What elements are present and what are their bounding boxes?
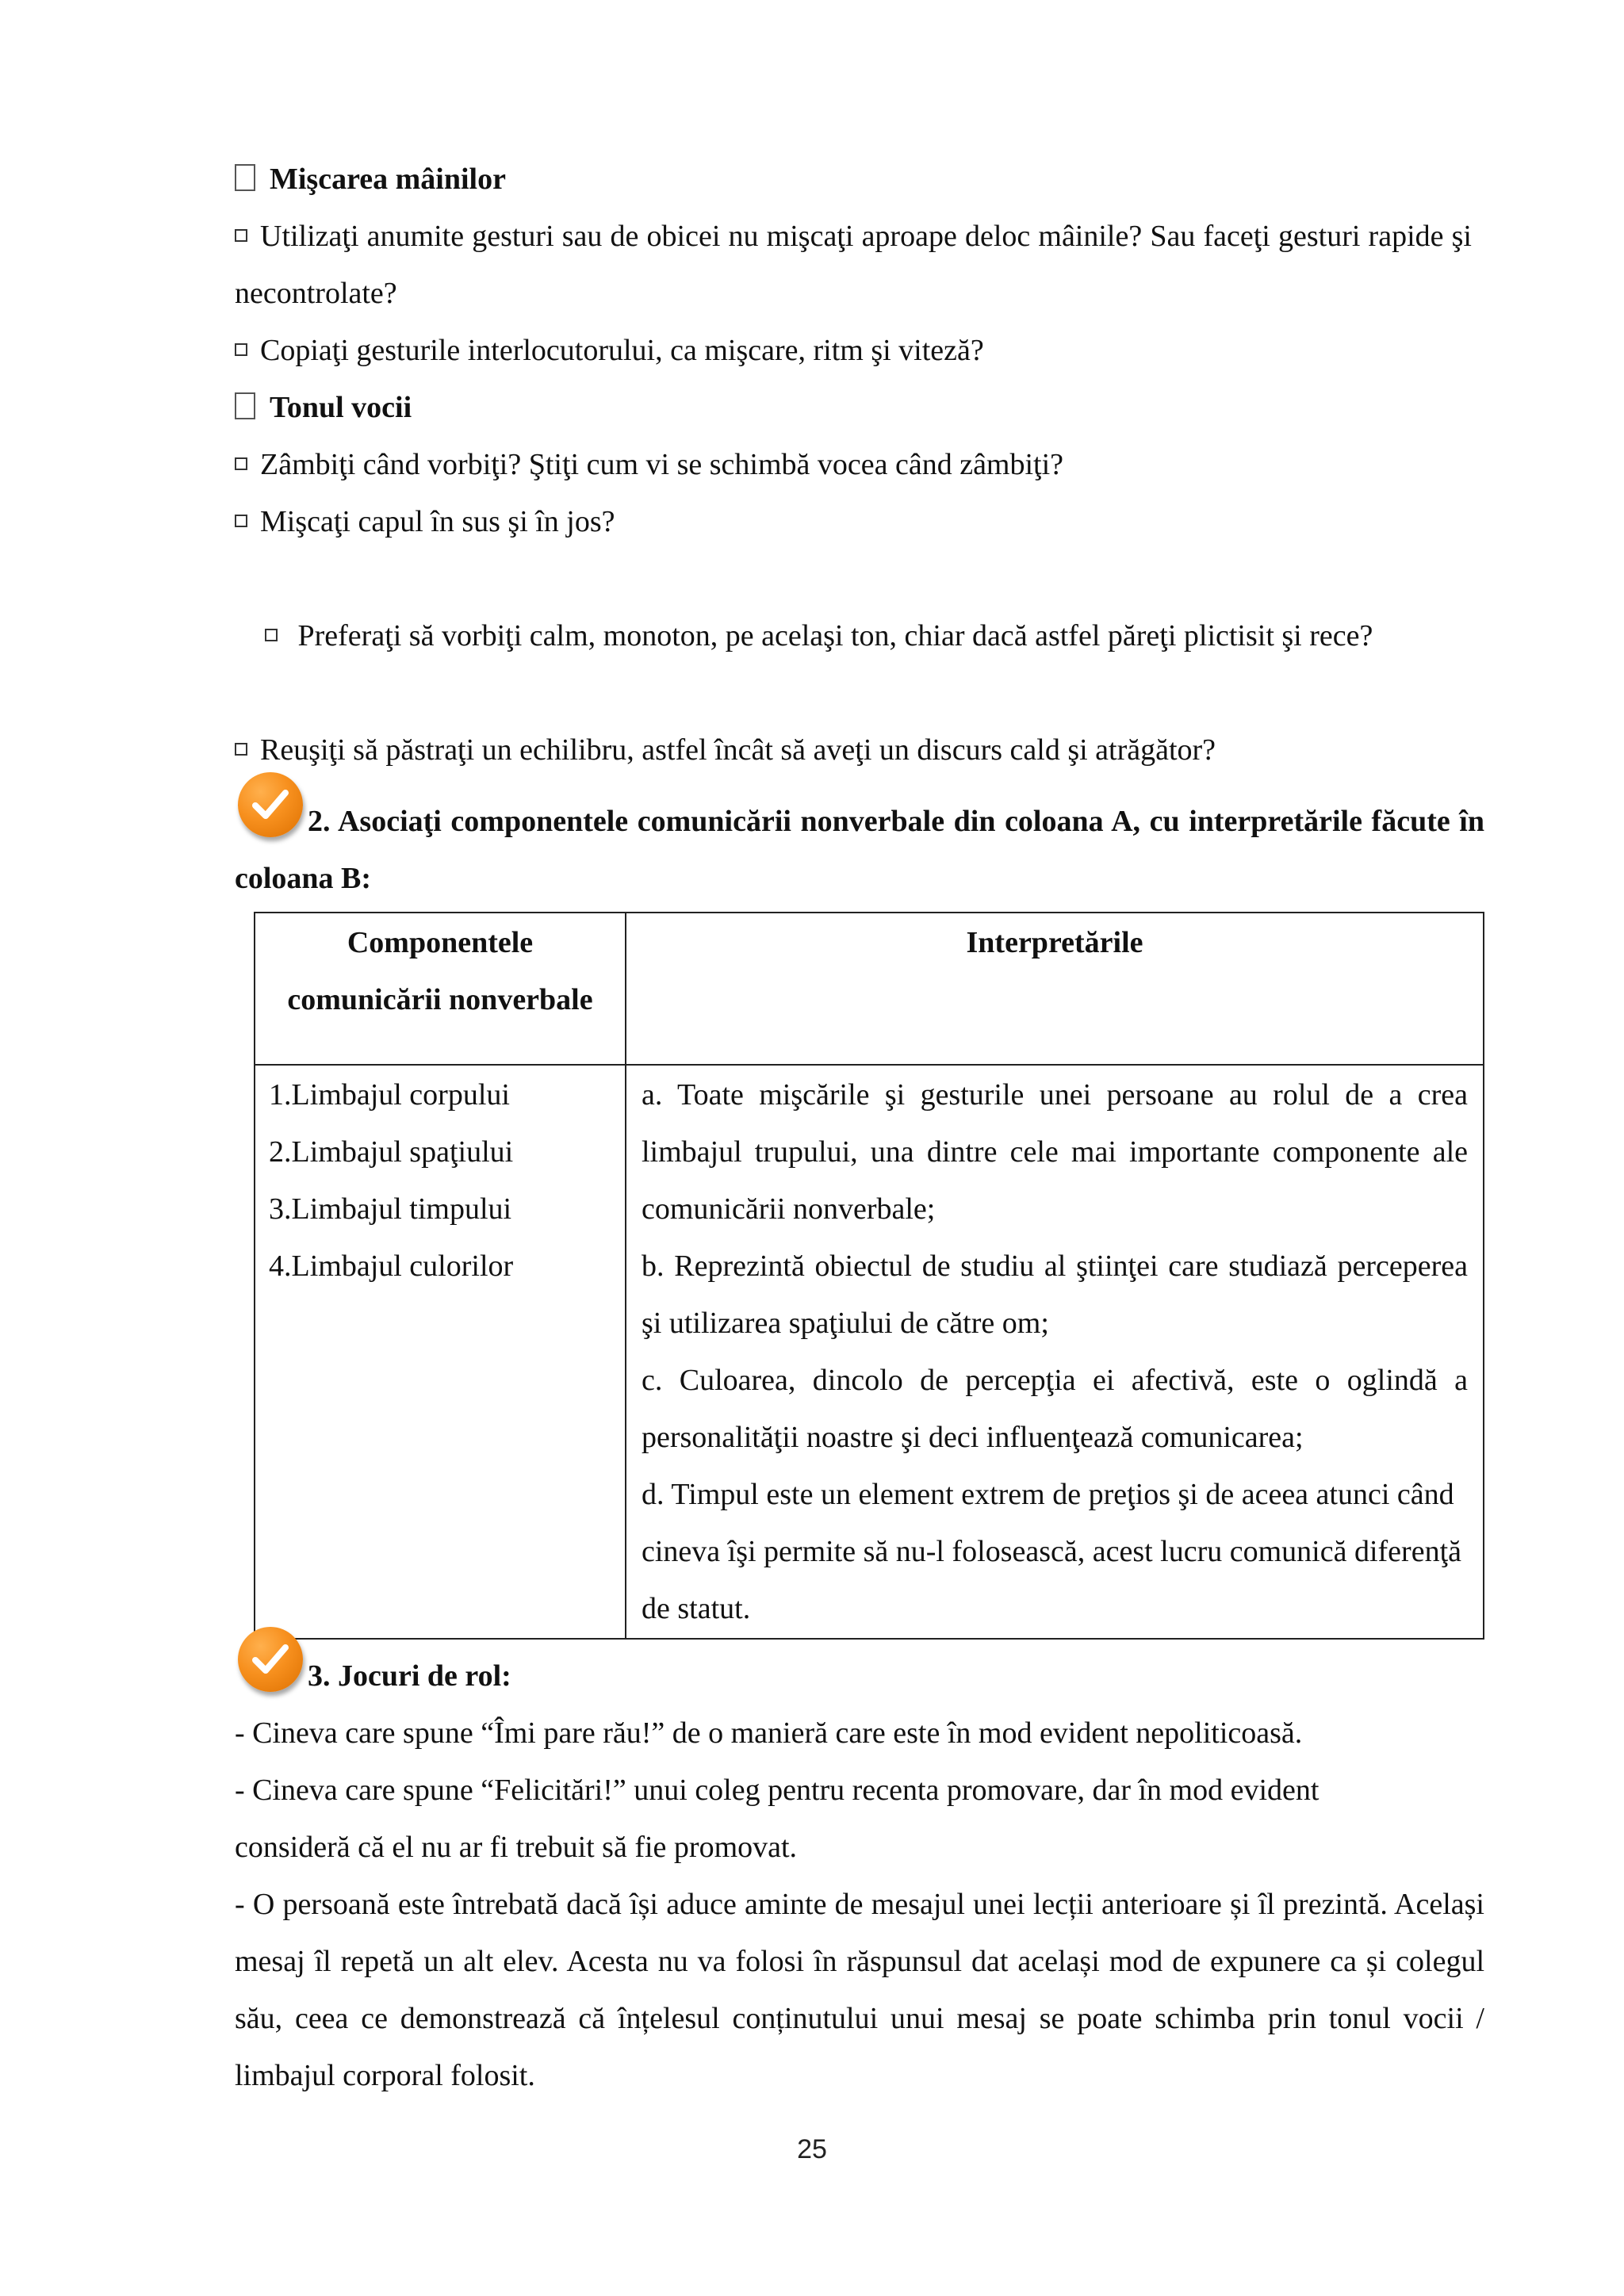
exercise-2-title: 2. Asociaţi componentele comunicării nonverbale din coloana A, cu interpretările făcute în coloana B: — [235, 805, 1484, 895]
table-row — [255, 1065, 1484, 1639]
components-cell — [255, 1065, 626, 1639]
list-item: c. Culoarea, dincolo de percepţia ei afectivă, este o oglindă a personalităţii noastre şi deci influenţează comunicarea; — [642, 1364, 1468, 1454]
bullet-item — [235, 208, 1472, 322]
column-b-header — [626, 913, 1484, 1065]
exercise-2-heading — [235, 793, 1484, 907]
interpretations-cell — [626, 1065, 1484, 1639]
association-table — [254, 912, 1484, 1640]
column-b-header-text: Interpretările — [966, 926, 1143, 959]
column-a-header — [255, 913, 626, 1065]
table-header-row — [255, 913, 1484, 1065]
bullet-text: Zâmbiţi când vorbiţi? Ştiţi cum vi se schimbă vocea când zâmbiţi? — [260, 448, 1064, 481]
small-square-bullet-icon — [235, 229, 247, 242]
bullet-text: Preferaţi să vorbiţi calm, monoton, pe acelaşi ton, chiar dacă astfel păreţi plictisit şi rece? — [290, 619, 1373, 652]
bullet-item — [235, 322, 1484, 379]
section-hands-title: Mişcarea mâinilor — [270, 163, 506, 196]
bullet-text: Reuşiţi să păstraţi un echilibru, astfel încât să aveţi un discurs cald şi atrăgător? — [260, 733, 1216, 767]
small-square-bullet-icon — [235, 743, 247, 756]
section-voice-title: Tonul vocii — [270, 391, 412, 424]
exercise-3-heading — [235, 1647, 1484, 1705]
empty-box-icon — [235, 164, 255, 191]
column-a-header-line-1: Componentele — [347, 926, 534, 959]
page-content — [235, 151, 1484, 2104]
roleplay-item: - Cineva care spune “Felicitări!” unui coleg pentru recenta promovare, dar în mod evident consideră că el nu ar fi trebuit să fie promovat. — [235, 1774, 1320, 1864]
bullet-text: Copiaţi gesturile interlocutorului, ca mişcare, ritm şi viteză? — [260, 334, 984, 367]
bullet-item — [235, 493, 1484, 550]
empty-box-icon — [235, 392, 255, 419]
list-item: 3.Limbajul timpului — [269, 1192, 512, 1226]
small-square-bullet-icon — [265, 629, 278, 641]
roleplay-item: - Cineva care spune “Îmi pare rău!” de o manieră care este în mod evident nepoliticoasă. — [235, 1716, 1303, 1750]
bullet-item — [235, 721, 1484, 779]
column-a-header-line-2: comunicării nonverbale — [287, 983, 593, 1016]
roleplay-item: - O persoană este întrebată dacă își aduce aminte de mesajul unei lecții anterioare și îl prezintă. Același mesaj îl repetă un alt elev. Acesta nu va folosi în răspunsul dat același mod de expunere ca și colegul său, ceea ce demonstrează că înțelesul conținutului unui mesaj se poate schimba prin tonul vocii / limbajul corporal folosit. — [235, 1888, 1484, 2092]
small-square-bullet-icon — [235, 457, 247, 470]
bullet-text: Mişcaţi capul în sus şi în jos? — [260, 505, 615, 538]
orange-checkmark-icon — [238, 1627, 303, 1692]
page-number: 25 — [797, 2134, 827, 2164]
bullet-item — [235, 550, 1484, 721]
bullet-item — [235, 436, 1484, 493]
list-item: 4.Limbajul culorilor — [269, 1249, 514, 1283]
bullet-text: Utilizaţi anumite gesturi sau de obicei nu mişcaţi aproape deloc mâinile? Sau faceţi gesturi rapide şi necontrolate? — [235, 220, 1472, 310]
list-item: 2.Limbajul spaţiului — [269, 1135, 514, 1169]
small-square-bullet-icon — [235, 515, 247, 527]
section-voice-heading — [235, 379, 1484, 436]
list-item: 1.Limbajul corpului — [269, 1078, 510, 1112]
orange-checkmark-icon — [238, 772, 303, 837]
exercise-3-title: 3. Jocuri de rol: — [308, 1659, 511, 1693]
section-hands-heading — [235, 151, 1484, 208]
list-item: a. Toate mişcările şi gesturile unei persoane au rolul de a crea limbajul trupului, una dintre cele mai importante componente ale comunicării nonverbale; — [642, 1078, 1468, 1226]
list-item: b. Reprezintă obiectul de studiu al ştiinţei care studiază perceperea şi utilizarea spaţiului de către om; — [642, 1249, 1468, 1340]
small-square-bullet-icon — [235, 343, 247, 356]
list-item: d. Timpul este un element extrem de preţios şi de aceea atunci când cineva îşi permite să nu-l folosească, acest lucru comunică diferenţă de statut. — [642, 1478, 1461, 1625]
